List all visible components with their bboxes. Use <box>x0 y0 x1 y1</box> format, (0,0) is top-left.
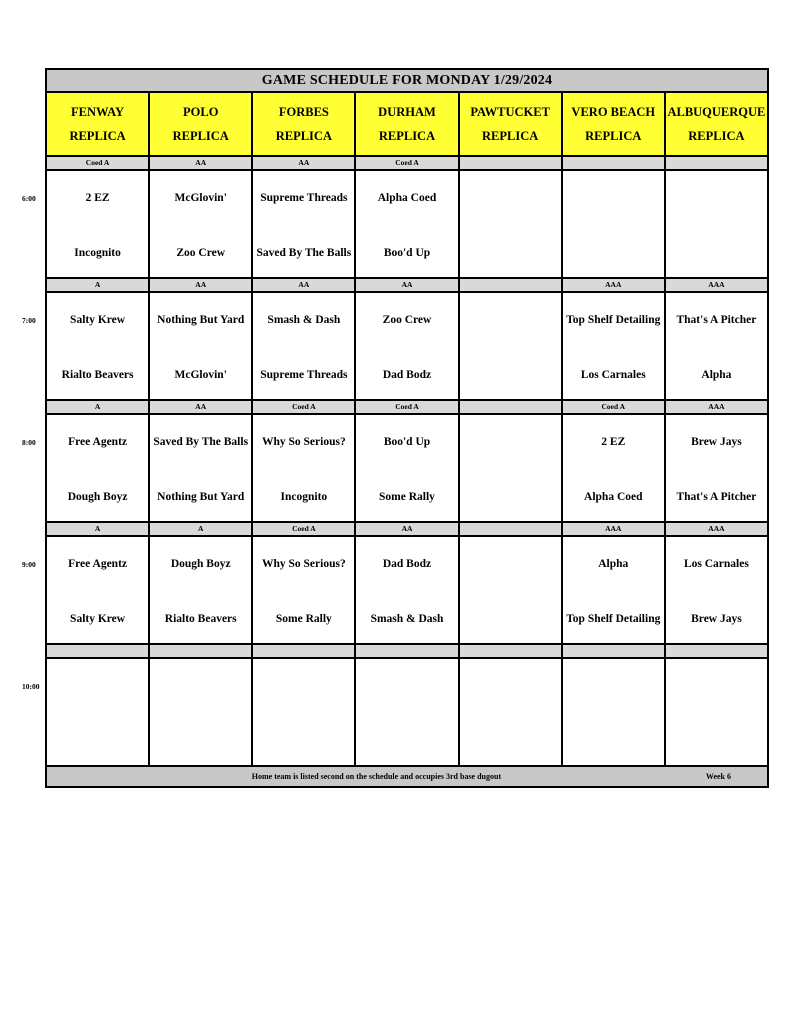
division-label: Coed A <box>562 400 665 414</box>
away-team: Alpha Coed <box>377 191 437 204</box>
game-cell <box>149 414 252 522</box>
home-team: Incognito <box>280 490 328 503</box>
game-cell <box>562 536 665 644</box>
away-team: That's A Pitcher <box>676 313 757 326</box>
field-header <box>252 92 355 156</box>
game-row <box>46 170 768 278</box>
division-row <box>46 278 768 292</box>
home-team <box>255 726 352 756</box>
field-subtitle: REPLICA <box>688 129 745 143</box>
time-label: 7:00 <box>22 316 36 325</box>
home-team: Los Carnales <box>580 368 646 381</box>
game-cell <box>355 658 458 766</box>
game-cell <box>355 414 458 522</box>
field-subtitle: REPLICA <box>482 129 539 143</box>
home-team: Saved By The Balls <box>256 246 352 259</box>
home-team <box>49 726 146 756</box>
away-team: Zoo Crew <box>382 313 432 326</box>
division-label: Coed A <box>355 400 458 414</box>
home-team: Dough Boyz <box>67 490 128 503</box>
home-team: Some Rally <box>379 490 435 503</box>
game-cell <box>665 658 768 766</box>
division-label: AA <box>149 156 252 170</box>
division-label: A <box>46 400 149 414</box>
field-name: POLO <box>183 105 219 119</box>
home-team <box>358 726 455 756</box>
away-team: Free Agentz <box>68 557 127 570</box>
week-label: Week 6 <box>705 772 731 781</box>
division-label: AAA <box>665 400 768 414</box>
field-header <box>562 92 665 156</box>
home-team <box>152 726 249 756</box>
game-cell <box>46 536 149 644</box>
home-team: McGlovin' <box>174 368 227 381</box>
game-cell <box>149 536 252 644</box>
home-team <box>462 238 559 268</box>
field-header <box>665 92 768 156</box>
away-team <box>255 671 352 701</box>
schedule-title: GAME SCHEDULE FOR MONDAY 1/29/2024 <box>46 69 768 92</box>
game-cell <box>252 170 355 278</box>
game-row <box>46 658 768 766</box>
division-label <box>665 644 768 658</box>
division-label: AA <box>149 400 252 414</box>
home-team <box>668 238 765 268</box>
away-team: Brew Jays <box>691 435 742 448</box>
division-label: AA <box>149 278 252 292</box>
field-name: FORBES <box>278 105 329 119</box>
field-header <box>46 92 149 156</box>
home-team <box>462 726 559 756</box>
footer-cell <box>46 766 768 787</box>
away-team: Why So Serious? <box>261 435 346 448</box>
home-team: Nothing But Yard <box>157 490 245 503</box>
time-label: 10:00 <box>22 682 40 691</box>
away-team: Smash & Dash <box>267 313 341 326</box>
schedule-table <box>45 68 769 788</box>
away-team <box>565 671 662 701</box>
away-team: Boo'd Up <box>383 435 431 448</box>
field-subtitle: REPLICA <box>69 129 126 143</box>
division-label: AA <box>252 278 355 292</box>
game-row <box>46 292 768 400</box>
game-cell <box>46 414 149 522</box>
division-label: AA <box>252 156 355 170</box>
field-name: ALBUQUERQUE <box>667 105 766 119</box>
game-cell <box>252 292 355 400</box>
division-label <box>665 156 768 170</box>
away-team: Dad Bodz <box>382 557 432 570</box>
time-label: 9:00 <box>22 560 36 569</box>
away-team <box>49 671 146 701</box>
away-team <box>152 671 249 701</box>
away-team: Dough Boyz <box>170 557 231 570</box>
home-team <box>462 482 559 512</box>
game-cell <box>562 658 665 766</box>
division-label: AAA <box>562 278 665 292</box>
away-team <box>462 305 559 335</box>
division-label <box>252 644 355 658</box>
division-row <box>46 644 768 658</box>
game-cell <box>46 292 149 400</box>
game-cell <box>252 414 355 522</box>
home-team: Top Shelf Detailing <box>566 612 661 625</box>
division-label <box>459 400 562 414</box>
game-row <box>46 414 768 522</box>
game-cell <box>149 292 252 400</box>
title-row <box>46 69 768 92</box>
division-label <box>459 278 562 292</box>
game-cell <box>355 536 458 644</box>
field-subtitle: REPLICA <box>585 129 642 143</box>
game-cell <box>46 658 149 766</box>
game-cell <box>46 170 149 278</box>
away-team: Los Carnales <box>683 557 749 570</box>
away-team: Alpha <box>598 557 629 570</box>
away-team: Saved By The Balls <box>153 435 249 448</box>
game-cell <box>252 658 355 766</box>
division-label: A <box>46 522 149 536</box>
division-label: A <box>149 522 252 536</box>
game-cell <box>562 292 665 400</box>
home-team: Some Rally <box>275 612 332 625</box>
division-label: Coed A <box>355 156 458 170</box>
game-cell <box>459 658 562 766</box>
division-label <box>355 644 458 658</box>
away-team: Why So Serious? <box>261 557 346 570</box>
field-subtitle: REPLICA <box>172 129 229 143</box>
field-subtitle: REPLICA <box>275 129 332 143</box>
away-team: Salty Krew <box>70 313 126 326</box>
home-team: Rialto Beavers <box>164 612 237 625</box>
game-cell <box>562 170 665 278</box>
home-team: Brew Jays <box>691 612 742 625</box>
home-team: Boo'd Up <box>383 246 431 259</box>
home-team: Alpha <box>701 368 732 381</box>
game-cell <box>665 292 768 400</box>
division-label: Coed A <box>252 522 355 536</box>
away-team <box>565 183 662 213</box>
field-name: FENWAY <box>71 105 125 119</box>
division-label: AA <box>355 278 458 292</box>
division-label: Coed A <box>46 156 149 170</box>
game-cell <box>355 170 458 278</box>
division-label: AA <box>355 522 458 536</box>
field-subtitle: REPLICA <box>378 129 436 143</box>
field-name: VERO BEACH <box>571 105 656 119</box>
home-team: Smash & Dash <box>370 612 444 625</box>
home-team <box>462 604 559 634</box>
time-label: 8:00 <box>22 438 36 447</box>
away-team <box>668 671 765 701</box>
field-header <box>355 92 458 156</box>
away-team: Nothing But Yard <box>157 313 245 326</box>
home-team: Supreme Threads <box>260 368 348 381</box>
away-team <box>462 183 559 213</box>
footer-row <box>46 766 768 787</box>
away-team <box>462 427 559 457</box>
game-cell <box>459 414 562 522</box>
game-cell <box>252 536 355 644</box>
division-label <box>562 156 665 170</box>
game-cell <box>562 414 665 522</box>
time-label: 6:00 <box>22 194 36 203</box>
division-label <box>46 644 149 658</box>
division-label: Coed A <box>252 400 355 414</box>
game-cell <box>149 658 252 766</box>
division-label <box>149 644 252 658</box>
away-team <box>358 671 455 701</box>
field-header-row <box>46 92 768 156</box>
home-team <box>668 726 765 756</box>
game-cell <box>665 414 768 522</box>
footer-note: Home team is listed second on the schedule and occupies 3rd base dugout <box>251 772 502 781</box>
field-header <box>459 92 562 156</box>
game-cell <box>459 292 562 400</box>
field-header <box>149 92 252 156</box>
division-label: AAA <box>665 522 768 536</box>
away-team: Free Agentz <box>68 435 127 448</box>
game-cell <box>459 536 562 644</box>
division-row <box>46 522 768 536</box>
field-name: DURHAM <box>378 105 436 119</box>
away-team <box>462 549 559 579</box>
home-team: Dad Bodz <box>382 368 432 381</box>
away-team: Supreme Threads <box>260 191 348 204</box>
away-team: McGlovin' <box>174 191 227 204</box>
home-team <box>462 360 559 390</box>
away-team: Top Shelf Detailing <box>566 313 661 326</box>
division-row <box>46 400 768 414</box>
division-label: AAA <box>665 278 768 292</box>
home-team: Zoo Crew <box>176 246 226 259</box>
field-name: PAWTUCKET <box>470 105 550 119</box>
home-team: Incognito <box>74 246 121 259</box>
home-team: Rialto Beavers <box>61 368 134 381</box>
game-cell <box>665 536 768 644</box>
game-cell <box>355 292 458 400</box>
home-team: That's A Pitcher <box>676 490 757 503</box>
away-team: 2 EZ <box>601 435 626 448</box>
home-team: Alpha Coed <box>584 490 643 503</box>
division-label: AAA <box>562 522 665 536</box>
division-label <box>459 156 562 170</box>
game-row <box>46 536 768 644</box>
away-team <box>668 183 765 213</box>
division-label <box>562 644 665 658</box>
division-row <box>46 156 768 170</box>
division-label <box>459 522 562 536</box>
home-team <box>565 238 662 268</box>
game-cell <box>149 170 252 278</box>
away-team: 2 EZ <box>85 191 110 204</box>
division-label <box>459 644 562 658</box>
division-label: A <box>46 278 149 292</box>
home-team: Salty Krew <box>70 612 126 625</box>
game-cell <box>459 170 562 278</box>
home-team <box>565 726 662 756</box>
game-cell <box>665 170 768 278</box>
away-team <box>462 671 559 701</box>
